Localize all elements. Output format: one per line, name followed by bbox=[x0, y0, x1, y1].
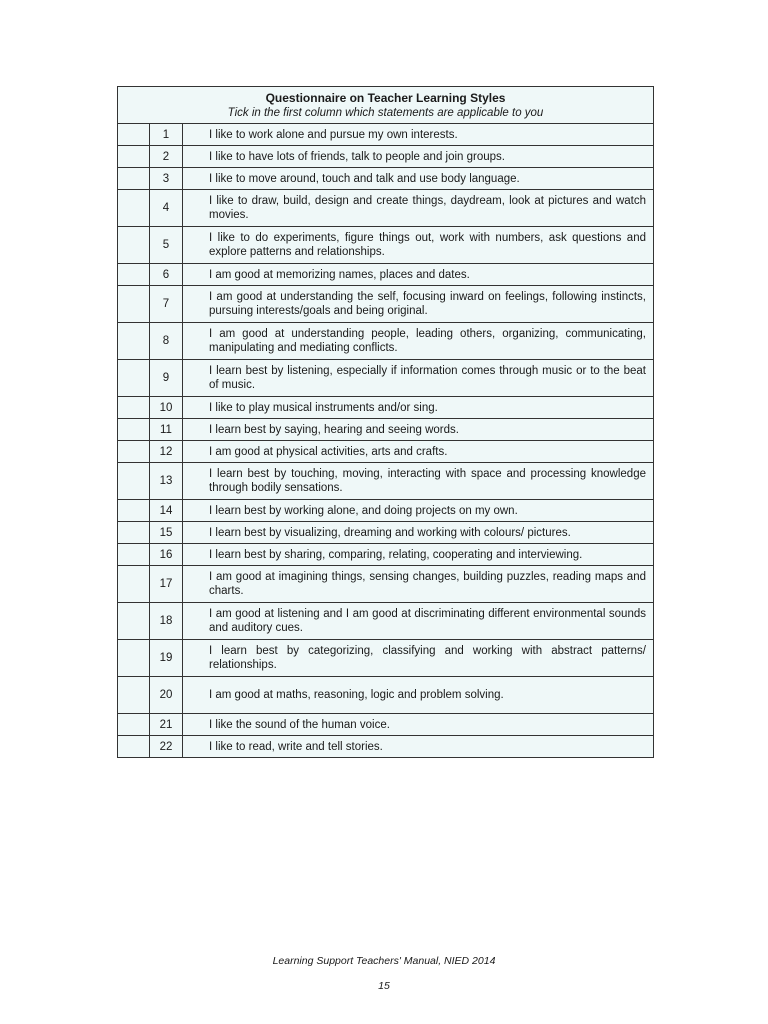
table-row bbox=[118, 227, 654, 264]
statement-text: I like to have lots of friends, talk to people and join groups. bbox=[183, 146, 654, 168]
statement-text: I am good at physical activities, arts and crafts. bbox=[183, 441, 654, 463]
tick-cell[interactable] bbox=[118, 323, 150, 360]
statement-text: I like to play musical instruments and/or sing. bbox=[183, 397, 654, 419]
statement-text: I am good at listening and I am good at discriminating different environmental sounds and auditory cues. bbox=[183, 603, 654, 640]
tick-cell[interactable] bbox=[118, 264, 150, 286]
tick-cell[interactable] bbox=[118, 736, 150, 758]
statement-number: 17 bbox=[150, 566, 183, 603]
statement-number: 11 bbox=[150, 419, 183, 441]
statement-number: 8 bbox=[150, 323, 183, 360]
table-row bbox=[118, 286, 654, 323]
tick-cell[interactable] bbox=[118, 714, 150, 736]
statement-text: I am good at imagining things, sensing changes, building puzzles, reading maps and charts. bbox=[183, 566, 654, 603]
table-row bbox=[118, 714, 654, 736]
tick-cell[interactable] bbox=[118, 190, 150, 227]
statement-text: I like to draw, build, design and create things, daydream, look at pictures and watch movies. bbox=[183, 190, 654, 227]
table-row bbox=[118, 677, 654, 714]
table-row bbox=[118, 544, 654, 566]
tick-cell[interactable] bbox=[118, 441, 150, 463]
tick-cell[interactable] bbox=[118, 500, 150, 522]
table-row bbox=[118, 500, 654, 522]
table-row bbox=[118, 124, 654, 146]
table-row bbox=[118, 566, 654, 603]
table-row bbox=[118, 640, 654, 677]
table-row bbox=[118, 190, 654, 227]
tick-cell[interactable] bbox=[118, 397, 150, 419]
statement-text: I learn best by saying, hearing and seeing words. bbox=[183, 419, 654, 441]
tick-cell[interactable] bbox=[118, 419, 150, 441]
statement-number: 19 bbox=[150, 640, 183, 677]
statement-number: 5 bbox=[150, 227, 183, 264]
tick-cell[interactable] bbox=[118, 168, 150, 190]
table-row bbox=[118, 463, 654, 500]
statement-text: I learn best by working alone, and doing projects on my own. bbox=[183, 500, 654, 522]
tick-cell[interactable] bbox=[118, 463, 150, 500]
tick-cell[interactable] bbox=[118, 124, 150, 146]
statement-number: 4 bbox=[150, 190, 183, 227]
page-number: 15 bbox=[378, 980, 390, 992]
table-row bbox=[118, 146, 654, 168]
table-row bbox=[118, 397, 654, 419]
statement-number: 10 bbox=[150, 397, 183, 419]
tick-cell[interactable] bbox=[118, 566, 150, 603]
table-row bbox=[118, 603, 654, 640]
statement-text: I learn best by touching, moving, interacting with space and processing knowledge through bodily sensations. bbox=[183, 463, 654, 500]
tick-cell[interactable] bbox=[118, 544, 150, 566]
table-row bbox=[118, 360, 654, 397]
table-row bbox=[118, 522, 654, 544]
tick-cell[interactable] bbox=[118, 677, 150, 714]
questionnaire-instructions: Tick in the first column which statements are applicable to you bbox=[227, 106, 544, 119]
statement-number: 3 bbox=[150, 168, 183, 190]
tick-cell[interactable] bbox=[118, 227, 150, 264]
questionnaire-table bbox=[117, 86, 654, 758]
statement-text: I am good at maths, reasoning, logic and problem solving. bbox=[183, 677, 654, 714]
statement-number: 9 bbox=[150, 360, 183, 397]
questionnaire-title: Questionnaire on Teacher Learning Styles bbox=[265, 90, 506, 105]
statement-text: I like to move around, touch and talk and use body language. bbox=[183, 168, 654, 190]
statement-number: 13 bbox=[150, 463, 183, 500]
tick-cell[interactable] bbox=[118, 146, 150, 168]
statement-text: I am good at understanding the self, focusing inward on feelings, following instincts, pursuing interests/goals and being original. bbox=[183, 286, 654, 323]
statement-text: I am good at memorizing names, places and dates. bbox=[183, 264, 654, 286]
table-row bbox=[118, 264, 654, 286]
table-header-row bbox=[118, 87, 654, 124]
statement-number: 18 bbox=[150, 603, 183, 640]
tick-cell[interactable] bbox=[118, 286, 150, 323]
table-row bbox=[118, 419, 654, 441]
tick-cell[interactable] bbox=[118, 360, 150, 397]
statement-text: I like to read, write and tell stories. bbox=[183, 736, 654, 758]
statement-number: 15 bbox=[150, 522, 183, 544]
statement-number: 1 bbox=[150, 124, 183, 146]
footer-manual-title: Learning Support Teachers' Manual, NIED 2014 bbox=[272, 955, 496, 967]
statement-text: I like to work alone and pursue my own interests. bbox=[183, 124, 654, 146]
table-row bbox=[118, 323, 654, 360]
statement-number: 21 bbox=[150, 714, 183, 736]
statement-number: 6 bbox=[150, 264, 183, 286]
table-header bbox=[118, 87, 654, 124]
statement-number: 12 bbox=[150, 441, 183, 463]
tick-cell[interactable] bbox=[118, 640, 150, 677]
table-row bbox=[118, 441, 654, 463]
statement-text: I am good at understanding people, leading others, organizing, communicating, manipulating and mediating conflicts. bbox=[183, 323, 654, 360]
statement-text: I learn best by visualizing, dreaming and working with colours/ pictures. bbox=[183, 522, 654, 544]
tick-cell[interactable] bbox=[118, 603, 150, 640]
statement-text: I learn best by sharing, comparing, relating, cooperating and interviewing. bbox=[183, 544, 654, 566]
statement-number: 7 bbox=[150, 286, 183, 323]
statement-text: I like the sound of the human voice. bbox=[183, 714, 654, 736]
statement-number: 20 bbox=[150, 677, 183, 714]
table-row bbox=[118, 168, 654, 190]
tick-cell[interactable] bbox=[118, 522, 150, 544]
statement-text: I learn best by categorizing, classifying and working with abstract patterns/ relationships. bbox=[183, 640, 654, 677]
statement-number: 14 bbox=[150, 500, 183, 522]
statement-text: I learn best by listening, especially if information comes through music or to the beat of music. bbox=[183, 360, 654, 397]
statement-number: 2 bbox=[150, 146, 183, 168]
statement-number: 16 bbox=[150, 544, 183, 566]
table-row bbox=[118, 736, 654, 758]
statement-number: 22 bbox=[150, 736, 183, 758]
statement-text: I like to do experiments, figure things out, work with numbers, ask questions and explore patterns and relationships. bbox=[183, 227, 654, 264]
